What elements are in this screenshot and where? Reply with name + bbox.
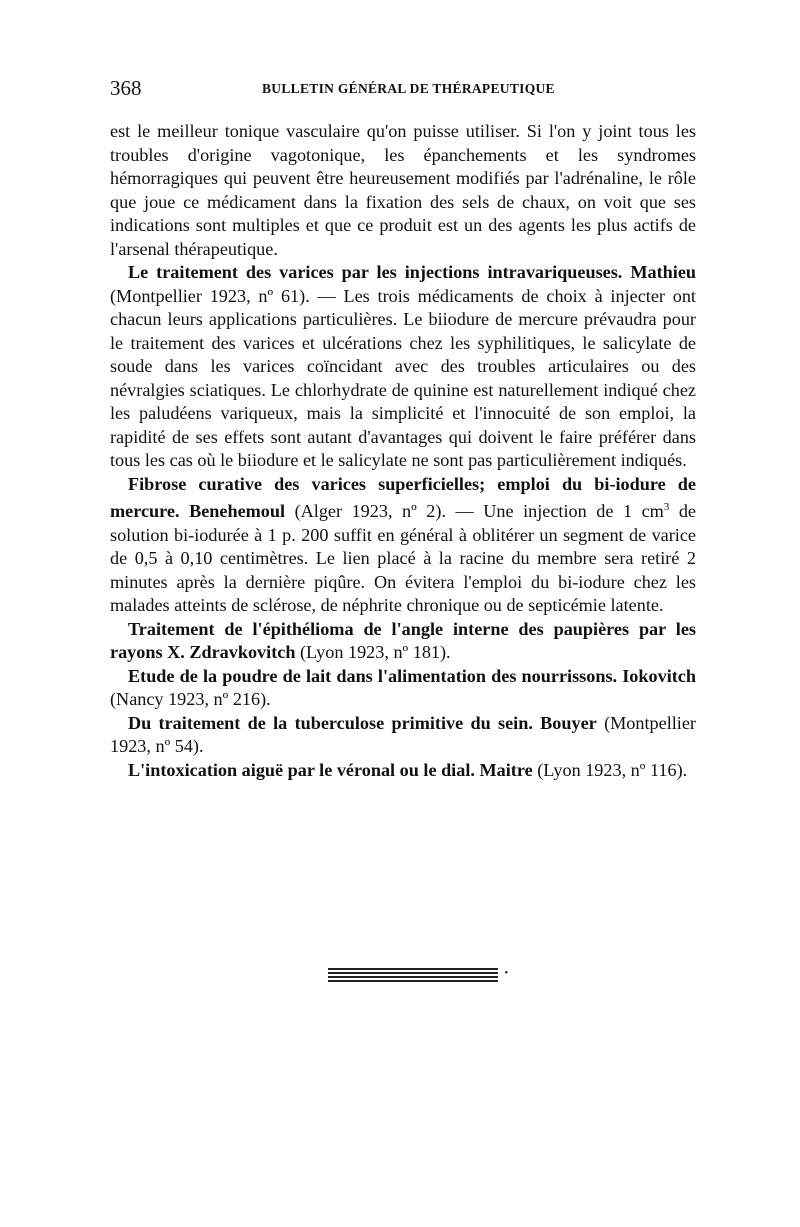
- divider-line: [328, 976, 498, 978]
- entry-title: Fibrose curative des varices superficielles; emploi du bi-iodure de mercure.: [110, 473, 696, 522]
- abstract-entry: [110, 759, 696, 783]
- entry-text: (Lyon 1923, nº 116).: [532, 759, 688, 780]
- entry-text: (Montpellier 1923, nº 54).: [110, 712, 696, 757]
- entry-author: Bouyer: [540, 712, 597, 733]
- entry-title: Le traitement des varices par les injections intravariqueuses.: [128, 262, 623, 282]
- abstract-entry: [110, 473, 696, 618]
- ornament-dot: •: [504, 968, 508, 979]
- entry-author: Zdravkovitch: [189, 642, 296, 663]
- page-number: 368: [110, 76, 142, 100]
- entry-author: Maitre: [479, 759, 533, 780]
- abstract-entry: [110, 261, 696, 473]
- page-header: [110, 76, 696, 100]
- page-body: [110, 120, 696, 782]
- superscript: 3: [663, 501, 670, 513]
- entry-author: Iokovitch: [622, 665, 696, 686]
- entry-author: Benehemoul: [189, 501, 286, 522]
- divider-line: [328, 980, 498, 982]
- entry-title: Traitement de l'épithélioma de l'angle interne des paupières par les rayons X.: [110, 618, 696, 663]
- entry-author: Mathieu: [630, 262, 697, 282]
- entry-text: (Nancy 1923, nº 216).: [110, 689, 271, 710]
- abstract-entry: [110, 618, 696, 665]
- entry-title: Du traitement de la tuberculose primitive du sein.: [128, 712, 533, 733]
- divider-line: [328, 968, 498, 970]
- running-title: BULLETIN GÉNÉRAL DE THÉRAPEUTIQUE: [262, 81, 555, 96]
- entry-text: (Montpellier 1923, nº 61). — Les trois médicaments de choix à injecter ont chacun leurs applications particulières. Le biiodure de mercure prévaudra pour le traitement des varices et ulcérations chez les syphilitiques, le salicylate de soude dans les varices coïncidant avec des troubles articulaires ou des névralgies sciatiques. Le chlorhydrate de quinine est naturellement indiqué chez les paludéens variqueux, mais la simplicité et l'innocuité de son emploi, la rapidité de ses effets sont autant d'avantages qui doivent le faire préférer dans tous les cas où le biiodure et le salicylate ne sont pas particulièrement indiqués.: [110, 285, 696, 470]
- divider-line: [328, 972, 498, 974]
- entry-text: (Lyon 1923, nº 181).: [295, 642, 451, 663]
- continued-paragraph: [110, 120, 696, 261]
- entry-title: Etude de la poudre de lait dans l'alimentation des nourrissons.: [128, 665, 618, 686]
- end-rule: [328, 968, 508, 984]
- paragraph-text: est le meilleur tonique vasculaire qu'on puisse utiliser. Si l'on y joint tous les troubles d'origine vagotonique, les épanchements et les syndromes hémorragiques qui peuvent être heureusement modifiés par l'adrénaline, le rôle que joue ce médicament dans la fixation des sels de chaux, on voit que ses indications sont multiples et que ce produit est un des agents les plus actifs de l'arsenal thérapeutique.: [110, 121, 696, 259]
- entry-title: L'intoxication aiguë par le véronal ou le dial.: [128, 759, 475, 780]
- entry-text: de solution bi-iodurée à 1 p. 200 suffit en général à oblitérer un segment de varice de 0,5 à 0,10 centimètres. Le lien placé à la racine du membre sera retiré 2 minutes après la dernière piqûre. On évitera l'emploi du bi-iodure chez les malades atteints de sclérose, de néphrite chronique ou de septicémie latente.: [110, 501, 696, 616]
- entry-text: (Alger 1923, nº 2). — Une injection de 1 cm: [285, 501, 664, 522]
- abstract-entry: [110, 712, 696, 759]
- abstract-entry: [110, 665, 696, 712]
